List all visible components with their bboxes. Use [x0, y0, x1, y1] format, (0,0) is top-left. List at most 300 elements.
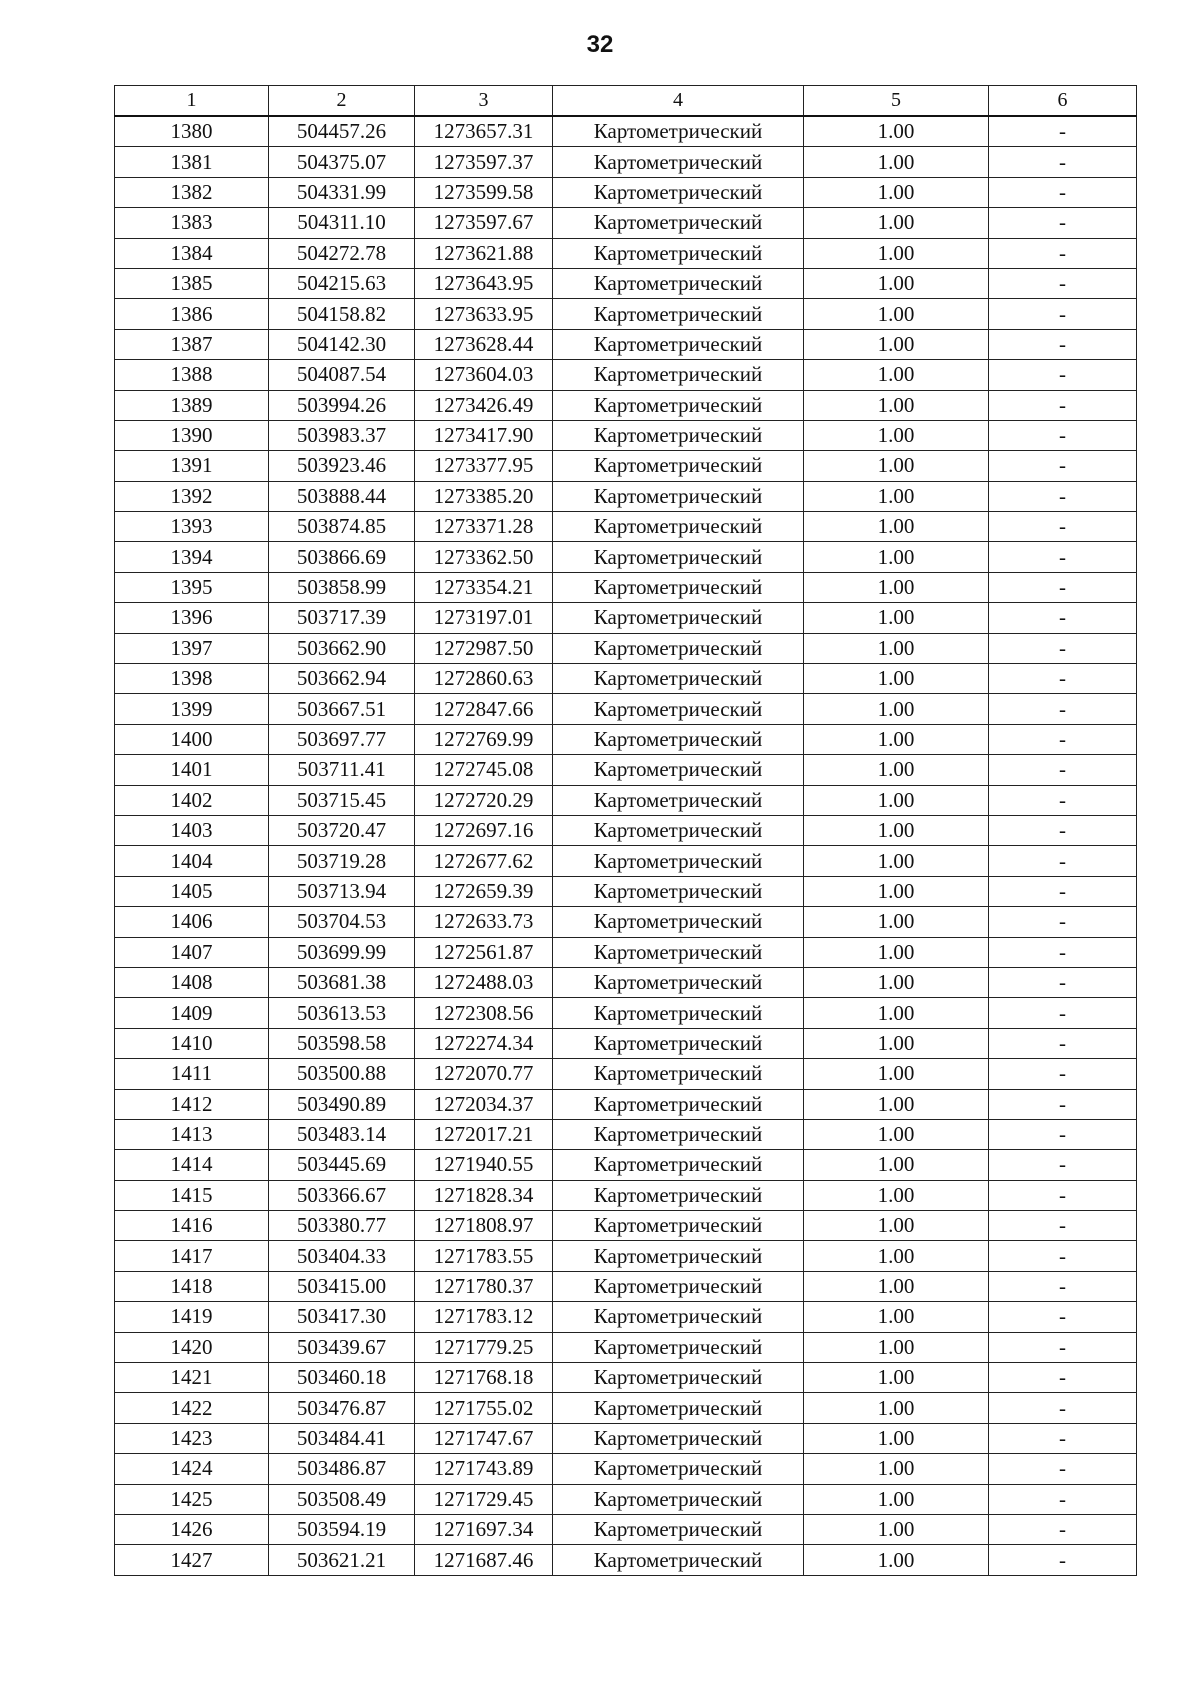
note-cell: - — [989, 1271, 1137, 1301]
accuracy-cell: 1.00 — [804, 451, 989, 481]
y-coordinate-cell: 1271808.97 — [415, 1211, 553, 1241]
accuracy-cell: 1.00 — [804, 1302, 989, 1332]
point-number-cell: 1402 — [115, 785, 269, 815]
point-number-cell: 1423 — [115, 1423, 269, 1453]
note-cell: - — [989, 572, 1137, 602]
x-coordinate-cell: 503613.53 — [269, 998, 415, 1028]
method-cell: Картометрический — [553, 603, 804, 633]
point-number-cell: 1409 — [115, 998, 269, 1028]
x-coordinate-cell: 503713.94 — [269, 876, 415, 906]
point-number-cell: 1392 — [115, 481, 269, 511]
point-number-cell: 1397 — [115, 633, 269, 663]
method-cell: Картометрический — [553, 846, 804, 876]
note-cell: - — [989, 147, 1137, 177]
x-coordinate-cell: 503874.85 — [269, 512, 415, 542]
method-cell: Картометрический — [553, 998, 804, 1028]
accuracy-cell: 1.00 — [804, 542, 989, 572]
accuracy-cell: 1.00 — [804, 1211, 989, 1241]
x-coordinate-cell: 503508.49 — [269, 1484, 415, 1514]
method-cell: Картометрический — [553, 1423, 804, 1453]
table-row — [115, 329, 1137, 359]
note-cell: - — [989, 1423, 1137, 1453]
table-row — [115, 572, 1137, 602]
x-coordinate-cell: 503667.51 — [269, 694, 415, 724]
accuracy-cell: 1.00 — [804, 177, 989, 207]
x-coordinate-cell: 503380.77 — [269, 1211, 415, 1241]
note-cell: - — [989, 1059, 1137, 1089]
note-cell: - — [989, 238, 1137, 268]
y-coordinate-cell: 1273657.31 — [415, 116, 553, 147]
y-coordinate-cell: 1272070.77 — [415, 1059, 553, 1089]
method-cell: Картометрический — [553, 1332, 804, 1362]
note-cell: - — [989, 1241, 1137, 1271]
y-coordinate-cell: 1272034.37 — [415, 1089, 553, 1119]
table-row — [115, 1393, 1137, 1423]
x-coordinate-cell: 503483.14 — [269, 1119, 415, 1149]
method-cell: Картометрический — [553, 1150, 804, 1180]
accuracy-cell: 1.00 — [804, 1059, 989, 1089]
method-cell: Картометрический — [553, 1028, 804, 1058]
note-cell: - — [989, 815, 1137, 845]
accuracy-cell: 1.00 — [804, 208, 989, 238]
table-row — [115, 1180, 1137, 1210]
accuracy-cell: 1.00 — [804, 664, 989, 694]
accuracy-cell: 1.00 — [804, 147, 989, 177]
note-cell: - — [989, 299, 1137, 329]
point-number-cell: 1415 — [115, 1180, 269, 1210]
table-row — [115, 815, 1137, 845]
x-coordinate-cell: 503404.33 — [269, 1241, 415, 1271]
point-number-cell: 1410 — [115, 1028, 269, 1058]
y-coordinate-cell: 1271828.34 — [415, 1180, 553, 1210]
point-number-cell: 1394 — [115, 542, 269, 572]
accuracy-cell: 1.00 — [804, 785, 989, 815]
note-cell: - — [989, 1302, 1137, 1332]
accuracy-cell: 1.00 — [804, 846, 989, 876]
note-cell: - — [989, 481, 1137, 511]
y-coordinate-cell: 1272308.56 — [415, 998, 553, 1028]
method-cell: Картометрический — [553, 481, 804, 511]
note-cell: - — [989, 633, 1137, 663]
note-cell: - — [989, 1545, 1137, 1575]
x-coordinate-cell: 503460.18 — [269, 1363, 415, 1393]
point-number-cell: 1411 — [115, 1059, 269, 1089]
method-cell: Картометрический — [553, 664, 804, 694]
x-coordinate-cell: 503704.53 — [269, 907, 415, 937]
note-cell: - — [989, 907, 1137, 937]
table-row — [115, 876, 1137, 906]
note-cell: - — [989, 268, 1137, 298]
table-row — [115, 846, 1137, 876]
point-number-cell: 1389 — [115, 390, 269, 420]
accuracy-cell: 1.00 — [804, 694, 989, 724]
method-cell: Картометрический — [553, 1180, 804, 1210]
y-coordinate-cell: 1271783.55 — [415, 1241, 553, 1271]
accuracy-cell: 1.00 — [804, 603, 989, 633]
y-coordinate-cell: 1272488.03 — [415, 967, 553, 997]
x-coordinate-cell: 503445.69 — [269, 1150, 415, 1180]
method-cell: Картометрический — [553, 967, 804, 997]
note-cell: - — [989, 1363, 1137, 1393]
accuracy-cell: 1.00 — [804, 1089, 989, 1119]
point-number-cell: 1424 — [115, 1454, 269, 1484]
point-number-cell: 1417 — [115, 1241, 269, 1271]
x-coordinate-cell: 504311.10 — [269, 208, 415, 238]
note-cell: - — [989, 937, 1137, 967]
x-coordinate-cell: 503699.99 — [269, 937, 415, 967]
table-row — [115, 299, 1137, 329]
point-number-cell: 1383 — [115, 208, 269, 238]
accuracy-cell: 1.00 — [804, 1393, 989, 1423]
note-cell: - — [989, 1180, 1137, 1210]
point-number-cell: 1420 — [115, 1332, 269, 1362]
method-cell: Картометрический — [553, 724, 804, 754]
table-row — [115, 1271, 1137, 1301]
table-row — [115, 755, 1137, 785]
y-coordinate-cell: 1271940.55 — [415, 1150, 553, 1180]
table-row — [115, 147, 1137, 177]
method-cell: Картометрический — [553, 1211, 804, 1241]
table-row — [115, 116, 1137, 147]
point-number-cell: 1421 — [115, 1363, 269, 1393]
method-cell: Картометрический — [553, 208, 804, 238]
point-number-cell: 1413 — [115, 1119, 269, 1149]
accuracy-cell: 1.00 — [804, 390, 989, 420]
column-header-2: 2 — [269, 86, 415, 117]
table-row — [115, 1119, 1137, 1149]
method-cell: Картометрический — [553, 1119, 804, 1149]
method-cell: Картометрический — [553, 329, 804, 359]
accuracy-cell: 1.00 — [804, 815, 989, 845]
point-number-cell: 1422 — [115, 1393, 269, 1423]
method-cell: Картометрический — [553, 299, 804, 329]
accuracy-cell: 1.00 — [804, 876, 989, 906]
point-number-cell: 1380 — [115, 116, 269, 147]
point-number-cell: 1403 — [115, 815, 269, 845]
note-cell: - — [989, 1393, 1137, 1423]
point-number-cell: 1406 — [115, 907, 269, 937]
table-row — [115, 1332, 1137, 1362]
method-cell: Картометрический — [553, 542, 804, 572]
y-coordinate-cell: 1273354.21 — [415, 572, 553, 602]
method-cell: Картометрический — [553, 937, 804, 967]
accuracy-cell: 1.00 — [804, 967, 989, 997]
column-header-4: 4 — [553, 86, 804, 117]
x-coordinate-cell: 503711.41 — [269, 755, 415, 785]
x-coordinate-cell: 504215.63 — [269, 268, 415, 298]
method-cell: Картометрический — [553, 755, 804, 785]
accuracy-cell: 1.00 — [804, 633, 989, 663]
y-coordinate-cell: 1273362.50 — [415, 542, 553, 572]
y-coordinate-cell: 1272697.16 — [415, 815, 553, 845]
x-coordinate-cell: 503697.77 — [269, 724, 415, 754]
table-row — [115, 1211, 1137, 1241]
y-coordinate-cell: 1271780.37 — [415, 1271, 553, 1301]
table-row — [115, 694, 1137, 724]
method-cell: Картометрический — [553, 116, 804, 147]
y-coordinate-cell: 1273597.67 — [415, 208, 553, 238]
table-row — [115, 542, 1137, 572]
x-coordinate-cell: 503484.41 — [269, 1423, 415, 1453]
point-number-cell: 1426 — [115, 1514, 269, 1544]
method-cell: Картометрический — [553, 1393, 804, 1423]
y-coordinate-cell: 1272659.39 — [415, 876, 553, 906]
x-coordinate-cell: 503866.69 — [269, 542, 415, 572]
table-body — [115, 116, 1137, 1575]
x-coordinate-cell: 503923.46 — [269, 451, 415, 481]
table-row — [115, 451, 1137, 481]
x-coordinate-cell: 503476.87 — [269, 1393, 415, 1423]
point-number-cell: 1391 — [115, 451, 269, 481]
x-coordinate-cell: 503417.30 — [269, 1302, 415, 1332]
note-cell: - — [989, 390, 1137, 420]
method-cell: Картометрический — [553, 1302, 804, 1332]
table-row — [115, 1484, 1137, 1514]
y-coordinate-cell: 1273643.95 — [415, 268, 553, 298]
table-row — [115, 603, 1137, 633]
x-coordinate-cell: 503662.90 — [269, 633, 415, 663]
accuracy-cell: 1.00 — [804, 1271, 989, 1301]
y-coordinate-cell: 1273417.90 — [415, 420, 553, 450]
y-coordinate-cell: 1273377.95 — [415, 451, 553, 481]
method-cell: Картометрический — [553, 420, 804, 450]
y-coordinate-cell: 1272860.63 — [415, 664, 553, 694]
table-row — [115, 1363, 1137, 1393]
accuracy-cell: 1.00 — [804, 907, 989, 937]
method-cell: Картометрический — [553, 785, 804, 815]
x-coordinate-cell: 503994.26 — [269, 390, 415, 420]
point-number-cell: 1390 — [115, 420, 269, 450]
method-cell: Картометрический — [553, 451, 804, 481]
note-cell: - — [989, 755, 1137, 785]
y-coordinate-cell: 1272017.21 — [415, 1119, 553, 1149]
point-number-cell: 1384 — [115, 238, 269, 268]
point-number-cell: 1395 — [115, 572, 269, 602]
table-row — [115, 268, 1137, 298]
accuracy-cell: 1.00 — [804, 1119, 989, 1149]
note-cell: - — [989, 1332, 1137, 1362]
accuracy-cell: 1.00 — [804, 998, 989, 1028]
method-cell: Картометрический — [553, 238, 804, 268]
method-cell: Картометрический — [553, 572, 804, 602]
table-row — [115, 633, 1137, 663]
table-row — [115, 785, 1137, 815]
accuracy-cell: 1.00 — [804, 329, 989, 359]
x-coordinate-cell: 503858.99 — [269, 572, 415, 602]
point-number-cell: 1386 — [115, 299, 269, 329]
point-number-cell: 1385 — [115, 268, 269, 298]
point-number-cell: 1425 — [115, 1484, 269, 1514]
note-cell: - — [989, 998, 1137, 1028]
accuracy-cell: 1.00 — [804, 755, 989, 785]
table-row — [115, 998, 1137, 1028]
y-coordinate-cell: 1272987.50 — [415, 633, 553, 663]
note-cell: - — [989, 542, 1137, 572]
point-number-cell: 1398 — [115, 664, 269, 694]
y-coordinate-cell: 1271768.18 — [415, 1363, 553, 1393]
accuracy-cell: 1.00 — [804, 1241, 989, 1271]
table-row — [115, 664, 1137, 694]
y-coordinate-cell: 1273604.03 — [415, 360, 553, 390]
accuracy-cell: 1.00 — [804, 1028, 989, 1058]
y-coordinate-cell: 1272847.66 — [415, 694, 553, 724]
note-cell: - — [989, 967, 1137, 997]
table-row — [115, 238, 1137, 268]
note-cell: - — [989, 177, 1137, 207]
table-row — [115, 1089, 1137, 1119]
x-coordinate-cell: 504375.07 — [269, 147, 415, 177]
note-cell: - — [989, 603, 1137, 633]
method-cell: Картометрический — [553, 815, 804, 845]
note-cell: - — [989, 1454, 1137, 1484]
y-coordinate-cell: 1273385.20 — [415, 481, 553, 511]
y-coordinate-cell: 1271783.12 — [415, 1302, 553, 1332]
x-coordinate-cell: 503717.39 — [269, 603, 415, 633]
note-cell: - — [989, 1484, 1137, 1514]
y-coordinate-cell: 1271779.25 — [415, 1332, 553, 1362]
x-coordinate-cell: 503594.19 — [269, 1514, 415, 1544]
coordinates-table — [114, 85, 1137, 1576]
x-coordinate-cell: 504158.82 — [269, 299, 415, 329]
y-coordinate-cell: 1273599.58 — [415, 177, 553, 207]
note-cell: - — [989, 785, 1137, 815]
method-cell: Картометрический — [553, 1363, 804, 1393]
accuracy-cell: 1.00 — [804, 481, 989, 511]
point-number-cell: 1404 — [115, 846, 269, 876]
point-number-cell: 1396 — [115, 603, 269, 633]
table-row — [115, 420, 1137, 450]
method-cell: Картометрический — [553, 876, 804, 906]
method-cell: Картометрический — [553, 360, 804, 390]
table-row — [115, 512, 1137, 542]
accuracy-cell: 1.00 — [804, 360, 989, 390]
table-row — [115, 1514, 1137, 1544]
accuracy-cell: 1.00 — [804, 299, 989, 329]
point-number-cell: 1418 — [115, 1271, 269, 1301]
accuracy-cell: 1.00 — [804, 937, 989, 967]
y-coordinate-cell: 1273197.01 — [415, 603, 553, 633]
x-coordinate-cell: 504272.78 — [269, 238, 415, 268]
x-coordinate-cell: 504087.54 — [269, 360, 415, 390]
x-coordinate-cell: 503720.47 — [269, 815, 415, 845]
table-row — [115, 1150, 1137, 1180]
method-cell: Картометрический — [553, 1059, 804, 1089]
table-row — [115, 1241, 1137, 1271]
method-cell: Картометрический — [553, 1454, 804, 1484]
point-number-cell: 1405 — [115, 876, 269, 906]
x-coordinate-cell: 504142.30 — [269, 329, 415, 359]
method-cell: Картометрический — [553, 147, 804, 177]
note-cell: - — [989, 846, 1137, 876]
accuracy-cell: 1.00 — [804, 512, 989, 542]
point-number-cell: 1388 — [115, 360, 269, 390]
accuracy-cell: 1.00 — [804, 238, 989, 268]
table-row — [115, 208, 1137, 238]
y-coordinate-cell: 1272274.34 — [415, 1028, 553, 1058]
method-cell: Картометрический — [553, 512, 804, 542]
x-coordinate-cell: 504457.26 — [269, 116, 415, 147]
y-coordinate-cell: 1271729.45 — [415, 1484, 553, 1514]
x-coordinate-cell: 503888.44 — [269, 481, 415, 511]
accuracy-cell: 1.00 — [804, 1150, 989, 1180]
note-cell: - — [989, 724, 1137, 754]
table-header-row — [115, 86, 1137, 117]
method-cell: Картометрический — [553, 390, 804, 420]
point-number-cell: 1427 — [115, 1545, 269, 1575]
y-coordinate-cell: 1271743.89 — [415, 1454, 553, 1484]
point-number-cell: 1387 — [115, 329, 269, 359]
y-coordinate-cell: 1273621.88 — [415, 238, 553, 268]
x-coordinate-cell: 504331.99 — [269, 177, 415, 207]
point-number-cell: 1393 — [115, 512, 269, 542]
point-number-cell: 1382 — [115, 177, 269, 207]
note-cell: - — [989, 512, 1137, 542]
column-header-1: 1 — [115, 86, 269, 117]
note-cell: - — [989, 1119, 1137, 1149]
table-row — [115, 907, 1137, 937]
accuracy-cell: 1.00 — [804, 1180, 989, 1210]
point-number-cell: 1414 — [115, 1150, 269, 1180]
accuracy-cell: 1.00 — [804, 1454, 989, 1484]
accuracy-cell: 1.00 — [804, 1514, 989, 1544]
y-coordinate-cell: 1273628.44 — [415, 329, 553, 359]
x-coordinate-cell: 503486.87 — [269, 1454, 415, 1484]
point-number-cell: 1416 — [115, 1211, 269, 1241]
method-cell: Картометрический — [553, 1241, 804, 1271]
table-row — [115, 1302, 1137, 1332]
method-cell: Картометрический — [553, 1271, 804, 1301]
note-cell: - — [989, 664, 1137, 694]
accuracy-cell: 1.00 — [804, 572, 989, 602]
y-coordinate-cell: 1271755.02 — [415, 1393, 553, 1423]
method-cell: Картометрический — [553, 907, 804, 937]
note-cell: - — [989, 116, 1137, 147]
note-cell: - — [989, 694, 1137, 724]
y-coordinate-cell: 1272677.62 — [415, 846, 553, 876]
x-coordinate-cell: 503681.38 — [269, 967, 415, 997]
point-number-cell: 1381 — [115, 147, 269, 177]
y-coordinate-cell: 1271687.46 — [415, 1545, 553, 1575]
method-cell: Картометрический — [553, 1545, 804, 1575]
note-cell: - — [989, 451, 1137, 481]
point-number-cell: 1419 — [115, 1302, 269, 1332]
table-row — [115, 177, 1137, 207]
table-row — [115, 967, 1137, 997]
y-coordinate-cell: 1272720.29 — [415, 785, 553, 815]
x-coordinate-cell: 503983.37 — [269, 420, 415, 450]
y-coordinate-cell: 1273597.37 — [415, 147, 553, 177]
table-row — [115, 360, 1137, 390]
point-number-cell: 1407 — [115, 937, 269, 967]
note-cell: - — [989, 1089, 1137, 1119]
x-coordinate-cell: 503415.00 — [269, 1271, 415, 1301]
accuracy-cell: 1.00 — [804, 724, 989, 754]
point-number-cell: 1400 — [115, 724, 269, 754]
column-header-5: 5 — [804, 86, 989, 117]
method-cell: Картометрический — [553, 1089, 804, 1119]
method-cell: Картометрический — [553, 177, 804, 207]
note-cell: - — [989, 1028, 1137, 1058]
accuracy-cell: 1.00 — [804, 268, 989, 298]
point-number-cell: 1412 — [115, 1089, 269, 1119]
column-header-6: 6 — [989, 86, 1137, 117]
x-coordinate-cell: 503366.67 — [269, 1180, 415, 1210]
note-cell: - — [989, 876, 1137, 906]
x-coordinate-cell: 503715.45 — [269, 785, 415, 815]
table-row — [115, 1454, 1137, 1484]
y-coordinate-cell: 1272769.99 — [415, 724, 553, 754]
page-number: 32 — [586, 31, 614, 58]
